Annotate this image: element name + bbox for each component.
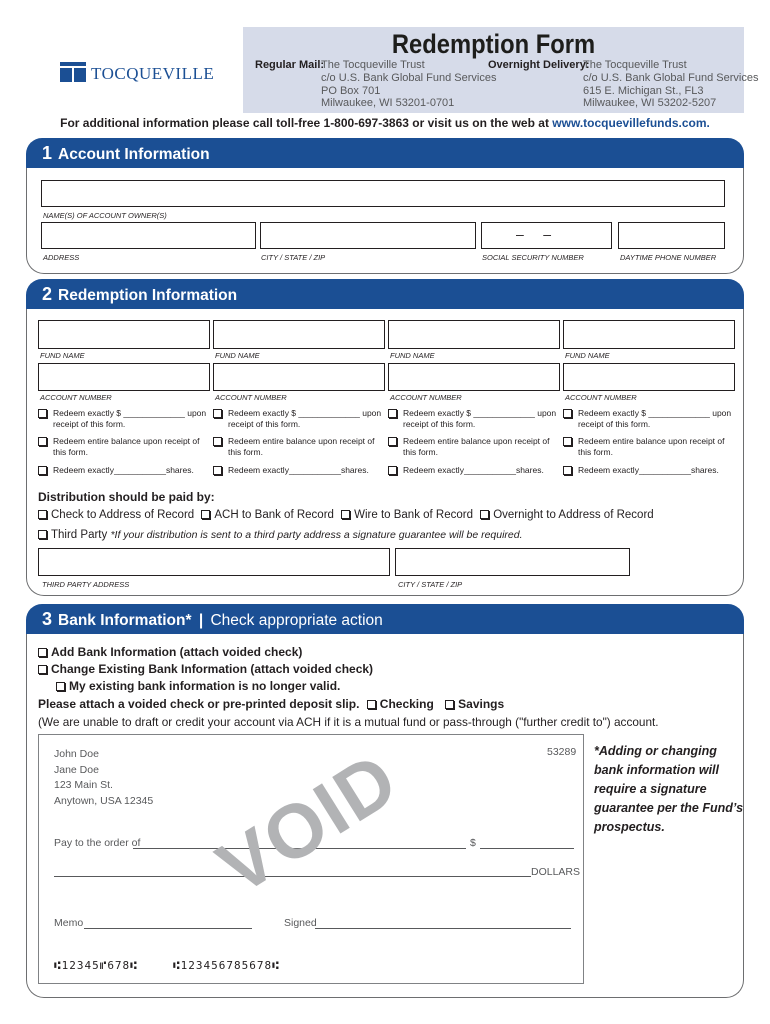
ssn-field[interactable] (481, 222, 612, 249)
checkbox[interactable] (38, 530, 47, 539)
option-text: Redeem exactly___________shares. (228, 465, 369, 475)
bank-change-note: *Adding or changing bank information will require a signature guarantee per the Fund’s prospectus. (594, 744, 744, 834)
micr-account: ⑆123456785678⑆ (173, 959, 280, 972)
option-text: Savings (458, 697, 505, 711)
address-line: c/o U.S. Bank Global Fund Services (583, 71, 759, 84)
checkbox[interactable] (563, 437, 572, 446)
account-number-field[interactable] (563, 363, 735, 391)
third-party-city-field[interactable] (395, 548, 630, 576)
checkbox[interactable] (213, 409, 222, 418)
redeem-shares-option[interactable] (563, 465, 733, 476)
dist-option-overnight[interactable] (480, 509, 653, 521)
add-bank-option[interactable] (38, 645, 302, 659)
option-text: Redeem exactly___________shares. (403, 465, 544, 475)
address-line: Milwaukee, WI 53201-0701 (321, 97, 455, 110)
redeem-shares-option[interactable] (38, 465, 208, 476)
checkbox[interactable] (38, 665, 47, 674)
option-text: Redeem exactly $ _____________ upon receipt of this form. (578, 408, 732, 429)
option-text: Redeem entire balance upon receipt of this form. (403, 436, 550, 457)
checkbox[interactable] (388, 437, 397, 446)
checkbox[interactable] (38, 409, 47, 418)
ach-note: (We are unable to draft or credit your account via ACH if it is a mutual fund or pass-through ("further credit to") account. (38, 715, 659, 729)
check-name: John Doe (54, 748, 99, 760)
account-owner-field[interactable] (41, 180, 725, 207)
change-bank-option[interactable] (38, 662, 373, 676)
option-text: Redeem entire balance upon receipt of this form. (578, 436, 725, 457)
distribution-title: Distribution should be paid by: (38, 490, 215, 504)
contact-info-text: For additional information please call toll-free 1-800-697-3863 or visit us on the web at (60, 116, 553, 130)
address-line: The Tocqueville Trust (583, 59, 687, 71)
account-number-field[interactable] (388, 363, 560, 391)
option-text: Redeem exactly $ _____________ upon receipt of this form. (403, 408, 557, 429)
option-text: ACH to Bank of Record (214, 509, 334, 521)
section-subtitle: Check appropriate action (210, 612, 383, 629)
ssn-dashes: – – (516, 226, 552, 242)
checkbox[interactable] (445, 700, 454, 709)
section-2-header (26, 279, 744, 309)
fund-name-field[interactable] (563, 320, 735, 349)
checkbox[interactable] (388, 466, 397, 475)
dollar-sign: $ (470, 837, 476, 849)
section-title: Redemption Information (58, 287, 238, 304)
fund-name-label: FUND NAME (565, 351, 610, 360)
fund-name-field[interactable] (213, 320, 385, 349)
third-party-address-field[interactable] (38, 548, 390, 576)
redeem-balance-option[interactable] (388, 436, 558, 458)
checkbox[interactable] (388, 409, 397, 418)
attach-check-line (38, 697, 504, 711)
micr-routing: ⑆12345⑈678⑆ (54, 959, 138, 972)
overnight-address (583, 59, 758, 110)
redeem-balance-option[interactable] (213, 436, 383, 458)
owner-label: NAME(S) OF ACCOUNT OWNER(S) (43, 211, 167, 220)
memo-label: Memo (54, 917, 84, 929)
option-text: Check to Address of Record (51, 509, 195, 521)
section-number: 3 (42, 609, 53, 629)
option-text: Add Bank Information (attach voided check) (51, 645, 303, 659)
option-text: Checking (379, 697, 434, 711)
checkbox[interactable] (38, 466, 47, 475)
address-line: 615 E. Michigan St., FL3 (583, 84, 704, 97)
check-owner-block (54, 747, 153, 809)
city-state-zip-field[interactable] (260, 222, 476, 249)
checkbox[interactable] (341, 510, 350, 519)
checkbox[interactable] (563, 409, 572, 418)
checkbox[interactable] (56, 682, 65, 691)
account-number-label: ACCOUNT NUMBER (40, 393, 112, 402)
option-text: My existing bank information is no longer valid. (69, 679, 341, 693)
option-text: Third Party (51, 529, 108, 541)
fund-column (388, 320, 560, 490)
section-number: 2 (42, 284, 53, 304)
address-label: ADDRESS (43, 253, 80, 262)
checkbox[interactable] (38, 648, 47, 657)
redeem-amount-option[interactable] (388, 408, 558, 430)
dist-option-check[interactable] (38, 509, 194, 521)
address-line: PO Box 701 (321, 84, 381, 97)
checkbox[interactable] (201, 510, 210, 519)
redeem-shares-option[interactable] (388, 465, 558, 476)
check-name: Jane Doe (54, 763, 99, 776)
checkbox[interactable] (38, 510, 47, 519)
checkbox[interactable] (213, 466, 222, 475)
no-longer-valid-option[interactable] (56, 679, 340, 693)
fund-name-label: FUND NAME (215, 351, 260, 360)
phone-label: DAYTIME PHONE NUMBER (620, 253, 717, 262)
fund-name-field[interactable] (38, 320, 210, 349)
tocqueville-logo-icon (60, 62, 86, 82)
signature-line (315, 928, 571, 929)
signed-label: Signed (284, 917, 317, 929)
dollars-label: DOLLARS (531, 866, 581, 878)
third-party-note: *If your distribution is sent to a third party address a signature guarantee will be required. (110, 529, 523, 541)
ssn-label: SOCIAL SECURITY NUMBER (482, 253, 584, 262)
check-number: 53289 (547, 746, 577, 758)
third-party-city-label: CITY / STATE / ZIP (398, 580, 463, 589)
memo-line (84, 928, 252, 929)
savings-option[interactable] (445, 697, 504, 711)
void-stamp: VOID (203, 736, 413, 911)
section-3-header: 3 Bank Information* | Check appropriate action (26, 604, 744, 634)
check-street: 123 Main St. (54, 779, 113, 792)
page-title: Redemption Form (391, 29, 596, 59)
address-field[interactable] (41, 222, 256, 249)
contact-info-line (0, 116, 770, 130)
section-title: Bank Information* (58, 612, 192, 629)
distribution-options (38, 509, 654, 521)
redeem-amount-option[interactable] (213, 408, 383, 430)
redeem-amount-option[interactable] (38, 408, 208, 430)
address-line: The Tocqueville Trust (321, 59, 425, 71)
option-text: Redeem exactly $ _____________ upon receipt of this form. (228, 408, 382, 429)
logo-text: TOCQUEVILLE (91, 64, 215, 83)
account-number-label: ACCOUNT NUMBER (215, 393, 287, 402)
redeem-amount-option[interactable] (563, 408, 733, 430)
account-number-field[interactable] (38, 363, 210, 391)
dist-option-ach[interactable] (201, 509, 334, 521)
option-text: Overnight to Address of Record (493, 509, 654, 521)
account-number-field[interactable] (213, 363, 385, 391)
pay-to-label: Pay to the order of (54, 837, 141, 849)
checkbox[interactable] (38, 437, 47, 446)
overnight-label: Overnight Delivery: (488, 59, 590, 71)
fund-name-label: FUND NAME (40, 351, 85, 360)
regular-mail-label: Regular Mail: (255, 59, 325, 71)
attach-text: Please attach a voided check or pre-printed deposit slip. (38, 697, 360, 711)
city-label: CITY / STATE / ZIP (261, 253, 326, 262)
option-text: Redeem entire balance upon receipt of this form. (53, 436, 200, 457)
option-text: Redeem exactly___________shares. (53, 465, 194, 475)
option-text: Redeem entire balance upon receipt of this form. (228, 436, 375, 457)
account-number-label: ACCOUNT NUMBER (565, 393, 637, 402)
fund-column (213, 320, 385, 490)
checkbox[interactable] (213, 437, 222, 446)
checkbox[interactable] (367, 700, 376, 709)
option-text: Redeem exactly___________shares. (578, 465, 719, 475)
account-number-label: ACCOUNT NUMBER (390, 393, 462, 402)
fund-name-field[interactable] (388, 320, 560, 349)
website-link[interactable]: www.tocquevillefunds.com. (552, 116, 710, 130)
redeem-balance-option[interactable] (563, 436, 733, 458)
redeem-shares-option[interactable] (213, 465, 383, 476)
section-number: 1 (42, 143, 53, 163)
dist-option-wire[interactable] (341, 509, 473, 521)
checkbox[interactable] (563, 466, 572, 475)
redeem-balance-option[interactable] (38, 436, 208, 458)
option-text: Redeem exactly $ _____________ upon receipt of this form. (53, 408, 207, 429)
fund-column (563, 320, 735, 490)
option-text: Change Existing Bank Information (attach voided check) (51, 662, 374, 676)
check-city: Anytown, USA 12345 (54, 794, 154, 807)
third-party-address-label: THIRD PARTY ADDRESS (42, 580, 130, 589)
section-1-header (26, 138, 744, 168)
fund-name-label: FUND NAME (390, 351, 435, 360)
amount-line (480, 848, 574, 849)
third-party-option[interactable] (38, 529, 523, 541)
section-title: Account Information (58, 146, 210, 163)
fund-column (38, 320, 210, 490)
option-text: Wire to Bank of Record (354, 509, 474, 521)
regular-mail-address (321, 59, 496, 110)
address-line: c/o U.S. Bank Global Fund Services (321, 71, 497, 84)
checking-option[interactable] (367, 697, 434, 711)
phone-field[interactable] (618, 222, 725, 249)
checkbox[interactable] (480, 510, 489, 519)
address-line: Milwaukee, WI 53202-5207 (583, 97, 717, 110)
